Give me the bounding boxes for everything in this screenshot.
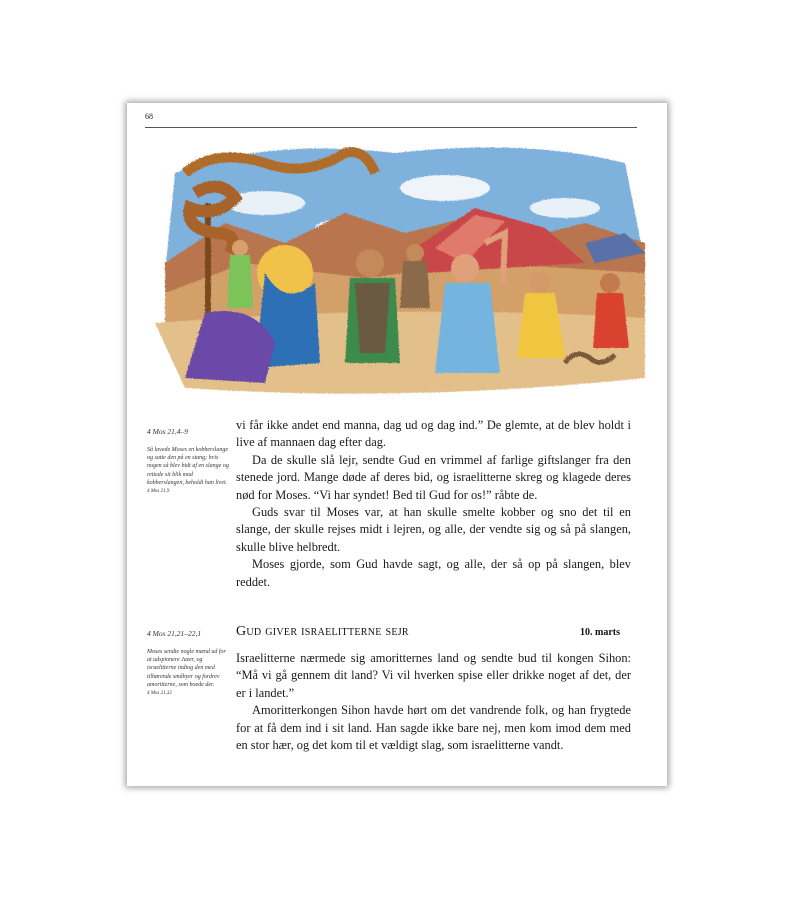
margin-quote-text: Moses sendte nogle mænd ud for at udspionere Jazer, og israelitterne indtog den med tilhørende småbyer og fordrev amoritterne, som boede der. <box>147 649 226 688</box>
margin-quote-source: 4 Mos 21,9 <box>147 489 170 495</box>
paragraph: Israelitterne nærmede sig amoritternes land og sendte bud til kongen Sihon: “Må vi gå gennem dit land? Vi vil hverken spise eller drikke noget af det, der er i landet.” <box>236 651 631 700</box>
margin-note-1 <box>147 427 229 496</box>
margin-note-2 <box>147 629 229 698</box>
body-text-1 <box>236 417 631 591</box>
paragraph: Da de skulle slå lejr, sendte Gud en vrimmel af farlige giftslanger fra den stenede jord. Mange døde af deres bid, og israelitterne skreg og klagede deres nød for Moses. “Vi har syndet! Bed til Gud for os!” råbte de. <box>236 452 631 502</box>
paragraph: Moses gjorde, som Gud havde sagt, og alle, der så op på slangen, blev reddet. <box>236 557 631 589</box>
margin-quote <box>147 446 229 496</box>
margin-quote-source: 4 Mos 21,32 <box>147 691 172 697</box>
scripture-reference: 4 Mos 21,4–9 <box>147 427 189 436</box>
bronze-serpent-illustration <box>145 133 651 413</box>
paragraph: Amoritterkongen Sihon havde hørt om det vandrende folk, og han frygtede for at få dem ind i sit land. Han sagde ikke bare nej, men kom imod dem med en stor hær, og det kom til et vældigt slag, som israelitterne vandt. <box>236 703 631 753</box>
scripture-reference: 4 Mos 21,21–22,1 <box>147 629 202 638</box>
section-heading <box>236 624 620 640</box>
section-title: Gud giver israelitterne sejr <box>236 624 409 639</box>
section-date: 10. marts <box>580 627 620 638</box>
margin-quote-text: Så lavede Moses en kobberslange og satte den på en stang; hvis nogen så blev bidt af en slange og rettede sit blik mod kobberslangen, beholdt han livet. <box>147 447 229 486</box>
paragraph: Guds svar til Moses var, at han skulle smelte kobber og sno det til en slange, der skulle rejses midt i lejren, og alle, der vendte sig og så på slangen, skulle blive helbredt. <box>236 505 631 554</box>
page-number: 68 <box>145 112 153 121</box>
margin-quote <box>147 648 229 698</box>
header-rule <box>145 127 637 128</box>
book-page <box>127 103 667 786</box>
paragraph: vi får ikke andet end manna, dag ud og dag ind.” De glemte, at de blev holdt i live af mannaen dag efter dag. <box>236 418 631 450</box>
body-text-2 <box>236 650 631 754</box>
